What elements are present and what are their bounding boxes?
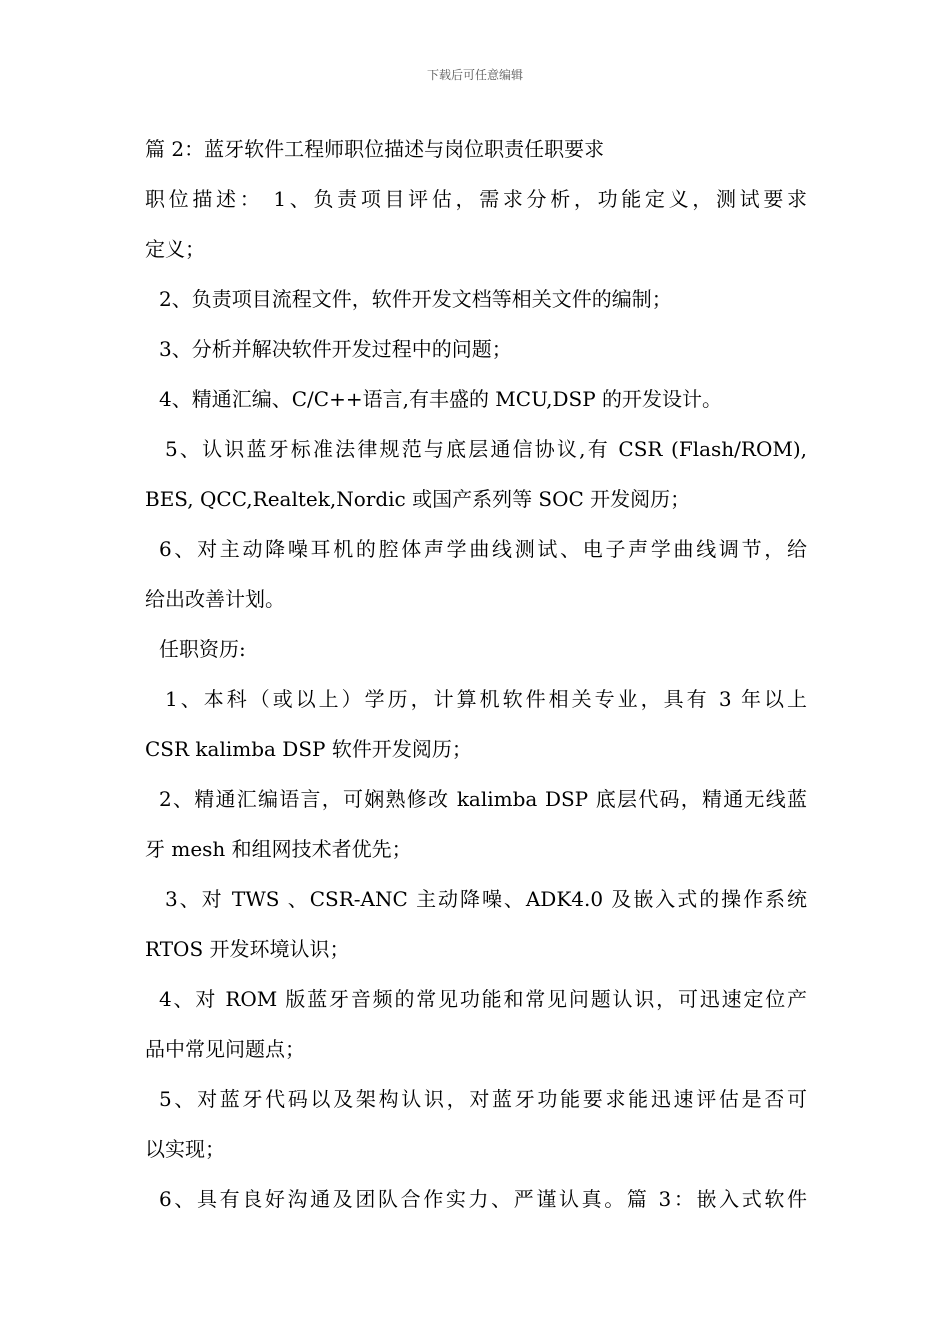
doc-line: 职位描述： 1、负责项目评估，需求分析，功能定义，测试要求 <box>145 187 807 211</box>
document-body <box>145 130 807 1230</box>
doc-line: 4、对 ROM 版蓝牙音频的常见功能和常见问题认识，可迅速定位产 <box>159 987 807 1011</box>
page-header: 下载后可任意编辑 <box>426 68 523 82</box>
doc-line: 品中常见问题点； <box>145 1037 305 1061</box>
doc-line: 5、对蓝牙代码以及架构认识，对蓝牙功能要求能迅速评估是否可 <box>159 1087 807 1111</box>
doc-line: 定义； <box>145 237 205 261</box>
doc-line: BES, QCC,Realtek,Nordic 或国产系列等 SOC 开发阅历； <box>145 487 691 511</box>
doc-line: 2、负责项目流程文件，软件开发文档等相关文件的编制； <box>159 287 672 311</box>
doc-line: 2、精通汇编语言，可娴熟修改 kalimba DSP 底层代码，精通无线蓝 <box>159 787 807 811</box>
doc-line: 3、对 TWS 、CSR-ANC 主动降噪、ADK4.0 及嵌入式的操作系统 <box>165 887 807 911</box>
doc-line: 6、具有良好沟通及团队合作实力、严谨认真。篇 3：嵌入式软件 <box>159 1187 807 1211</box>
doc-line: 4、精通汇编、C/C++语言,有丰盛的 MCU,DSP 的开发设计。 <box>159 387 723 411</box>
doc-line: CSR kalimba DSP 软件开发阅历； <box>145 737 472 761</box>
doc-line: 给出改善计划。 <box>145 587 285 611</box>
doc-line: RTOS 开发环境认识； <box>145 937 350 961</box>
doc-line: 任职资历: <box>159 637 246 661</box>
doc-line: 5、认识蓝牙标准法律规范与底层通信协议,有 CSR (Flash/ROM), <box>165 437 807 461</box>
doc-line: 牙 mesh 和组网技术者优先； <box>145 837 412 861</box>
doc-line: 1、本科（或以上）学历，计算机软件相关专业，具有 3 年以上 <box>165 687 807 711</box>
doc-line: 篇 2：蓝牙软件工程师职位描述与岗位职责任职要求 <box>145 137 605 161</box>
doc-line: 6、对主动降噪耳机的腔体声学曲线测试、电子声学曲线调节，给 <box>159 537 807 561</box>
doc-line: 3、分析并解决软件开发过程中的问题； <box>159 337 512 361</box>
doc-line: 以实现； <box>145 1137 225 1161</box>
